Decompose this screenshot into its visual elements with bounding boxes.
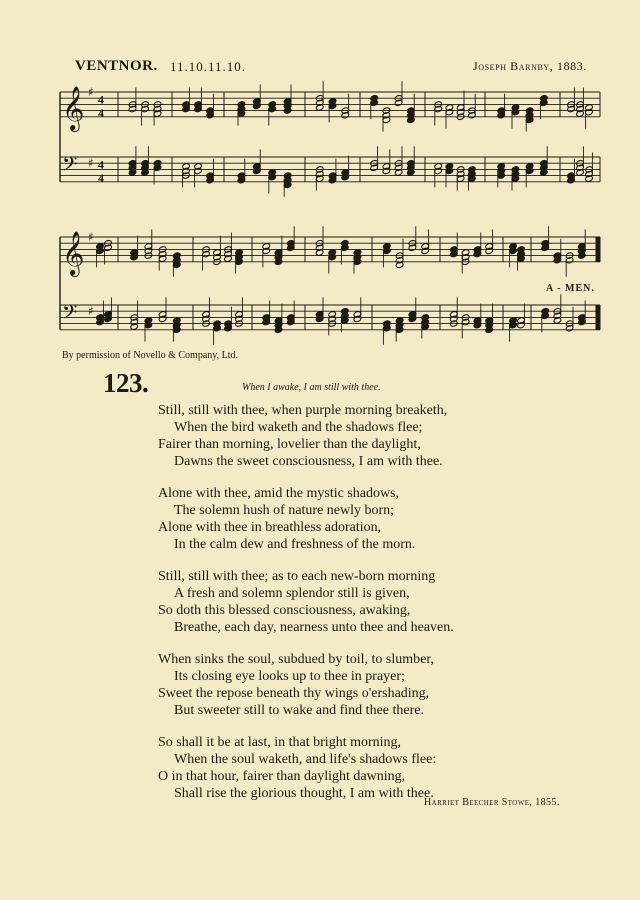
key-signature-sharp: ♯: [88, 304, 94, 319]
time-signature: 4: [98, 92, 104, 107]
bass-clef: 𝄢: [62, 152, 78, 181]
tune-name: VENTNOR.: [75, 58, 158, 74]
verse-line: The solemn hush of nature newly born;: [174, 503, 395, 518]
stanza-2: [158, 485, 598, 553]
hymn-number: 123.: [103, 368, 149, 398]
verse-line: Still, still with thee; as to each new-born morning: [158, 569, 436, 584]
verse-line: Alone with thee, amid the mystic shadows,: [158, 486, 400, 501]
verse-line: When the bird waketh and the shadows flee;: [174, 420, 423, 435]
tune-composer: Joseph Barnby, 1883.: [472, 59, 587, 73]
verse-line: Dawns the sweet consciousness, I am with thee.: [174, 454, 443, 469]
stanza-3: [158, 568, 598, 636]
verse-line: So shall it be at last, in that bright morning,: [158, 735, 402, 750]
verse-line: But sweeter still to wake and find thee there.: [174, 703, 424, 718]
stanza-4: [158, 651, 598, 719]
treble-clef: 𝄞: [62, 230, 85, 275]
verse-line: Shall rise the glorious thought, I am with thee.: [174, 786, 434, 801]
final-barline: [596, 305, 600, 330]
stanza-1: [158, 402, 598, 470]
verse-line: Fairer than morning, lovelier than the daylight,: [158, 437, 421, 452]
time-signature: 4: [98, 170, 104, 185]
verse-line: Its closing eye looks up to thee in prayer;: [174, 669, 405, 684]
stanza-5: [158, 734, 598, 802]
hymn-subtitle: When I awake, I am still with thee.: [242, 382, 381, 393]
bass-clef: 𝄢: [62, 300, 78, 329]
verse-line: In the calm dew and freshness of the morn.: [174, 537, 416, 552]
key-signature-sharp: ♯: [88, 85, 94, 99]
key-signature-sharp: ♯: [88, 156, 94, 171]
verse-line: When sinks the soul, subdued by toil, to slumber,: [158, 652, 434, 667]
verse-line: O in that hour, fairer than daylight dawning,: [158, 769, 406, 784]
time-signature: 4: [98, 157, 104, 172]
verse-line: So doth this blessed consciousness, awaking,: [158, 603, 411, 618]
verse-line: When the soul waketh, and life's shadows flee:: [174, 752, 437, 767]
verse-line: A fresh and solemn splendor still is given,: [174, 586, 410, 601]
hymn-text: [158, 402, 598, 817]
verse-line: Sweet the repose beneath thy wings o'ershading,: [158, 686, 430, 701]
verse-line: Alone with thee in breathless adoration,: [158, 520, 382, 535]
hymn-author: Harriet Beecher Stowe, 1855.: [424, 797, 560, 808]
verse-line: Still, still with thee, when purple morning breaketh,: [158, 403, 448, 418]
permission-credit: By permission of Novello & Company, Ltd.: [62, 350, 239, 361]
music-score: [0, 0, 640, 350]
key-signature-sharp: ♯: [88, 230, 94, 244]
treble-clef: 𝄞: [62, 85, 85, 130]
final-barline: [596, 237, 600, 262]
time-signature: 4: [98, 105, 104, 120]
verse-line: Breathe, each day, nearness unto thee and heaven.: [174, 620, 454, 635]
tune-meter: 11.10.11.10.: [170, 59, 247, 74]
amen-lyric: A - MEN.: [546, 283, 595, 294]
